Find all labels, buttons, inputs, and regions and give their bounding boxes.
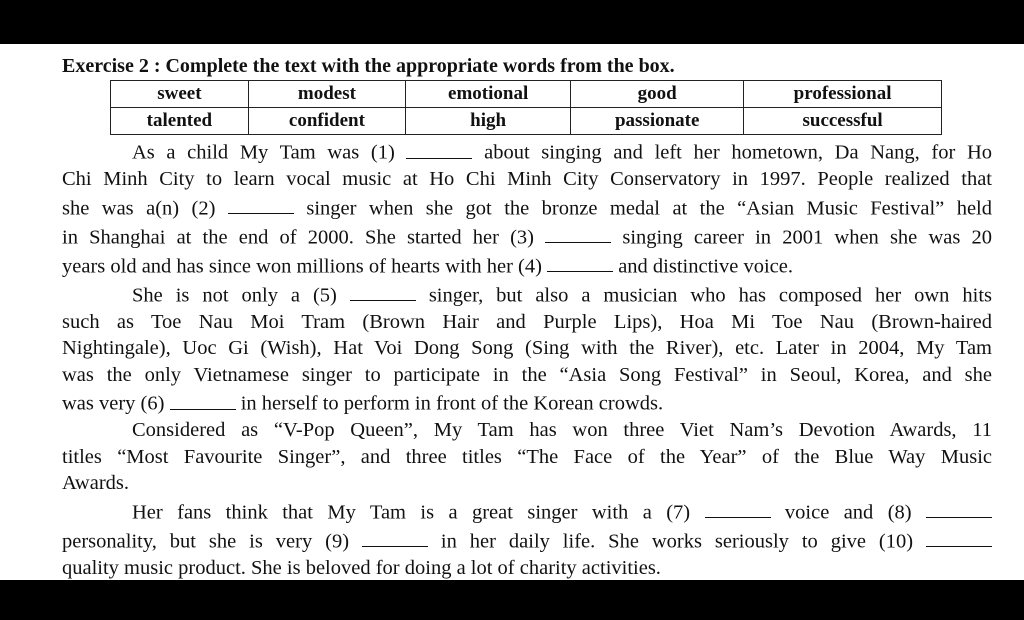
blank-6[interactable]: [170, 388, 236, 410]
word-cell: talented: [111, 108, 249, 135]
blank-5[interactable]: [350, 280, 416, 302]
text-line: She is not only a (5) singer, but also a musician who has composed her own hits: [62, 280, 992, 309]
paragraph-2: [62, 280, 992, 418]
text-line: was the only Vietnamese singer to participate in the “Asia Song Festival” in Seoul, Korea, and she: [62, 363, 992, 386]
word-cell: successful: [744, 108, 942, 135]
worksheet-content: [62, 54, 992, 581]
blank-2[interactable]: [228, 193, 294, 215]
word-cell: sweet: [111, 81, 249, 108]
exercise-title: Exercise 2 : Complete the text with the appropriate words from the box.: [62, 55, 675, 77]
passage: [62, 137, 992, 581]
text-line: Nightingale), Uoc Gi (Wish), Hat Voi Dong Song (Sing with the River), etc. Later in 2004, My Tam: [62, 337, 992, 359]
text-line: such as Toe Nau Moi Tram (Brown Hair and Purple Lips), Hoa Mi Toe Nau (Brown-haired: [62, 310, 992, 333]
text-line: was very (6) in herself to perform in front of the Korean crowds.: [62, 388, 992, 417]
blank-9[interactable]: [362, 526, 428, 548]
blank-3[interactable]: [545, 222, 611, 244]
text-line: in Shanghai at the end of 2000. She started her (3) singing career in 2001 when she was 20: [62, 222, 992, 251]
text-line: personality, but she is very (9) in her daily life. She works seriously to give (10): [62, 526, 992, 555]
text-line: Her fans think that My Tam is a great singer with a (7) voice and (8): [62, 497, 992, 526]
blank-8[interactable]: [926, 497, 992, 519]
word-box-row: [111, 81, 942, 108]
blank-7[interactable]: [705, 497, 771, 519]
text-line: titles “Most Favourite Singer”, and three titles “The Face of the Year” of the Blue Way Music: [62, 445, 992, 468]
paragraph-3: [62, 417, 992, 497]
word-cell: good: [571, 81, 744, 108]
word-box: [110, 80, 942, 135]
word-cell: high: [406, 108, 571, 135]
text-line: she was a(n) (2) singer when she got the bronze medal at the “Asian Music Festival” held: [62, 193, 992, 222]
text-line: Chi Minh City to learn vocal music at Ho Chi Minh City Conservatory in 1997. People realized that: [62, 168, 992, 190]
paragraph-1: [62, 137, 992, 280]
text-line: years old and has since won millions of hearts with her (4) and distinctive voice.: [62, 251, 992, 280]
blank-4[interactable]: [547, 251, 613, 273]
blank-10[interactable]: [926, 526, 992, 548]
text-line: quality music product. She is beloved for doing a lot of charity activities.: [62, 556, 661, 579]
word-cell: passionate: [571, 108, 744, 135]
blank-1[interactable]: [406, 137, 472, 159]
word-cell: professional: [744, 81, 942, 108]
paragraph-4: [62, 497, 992, 582]
word-cell: modest: [248, 81, 405, 108]
text-line: Awards.: [62, 472, 130, 494]
text-line: Considered as “V-Pop Queen”, My Tam has won three Viet Nam’s Devotion Awards, 11: [132, 419, 992, 441]
word-cell: emotional: [406, 81, 571, 108]
worksheet-page: [0, 44, 1024, 580]
text-line: As a child My Tam was (1) about singing and left her hometown, Da Nang, for Ho: [62, 137, 992, 166]
word-cell: confident: [248, 108, 405, 135]
word-box-row: [111, 108, 942, 135]
